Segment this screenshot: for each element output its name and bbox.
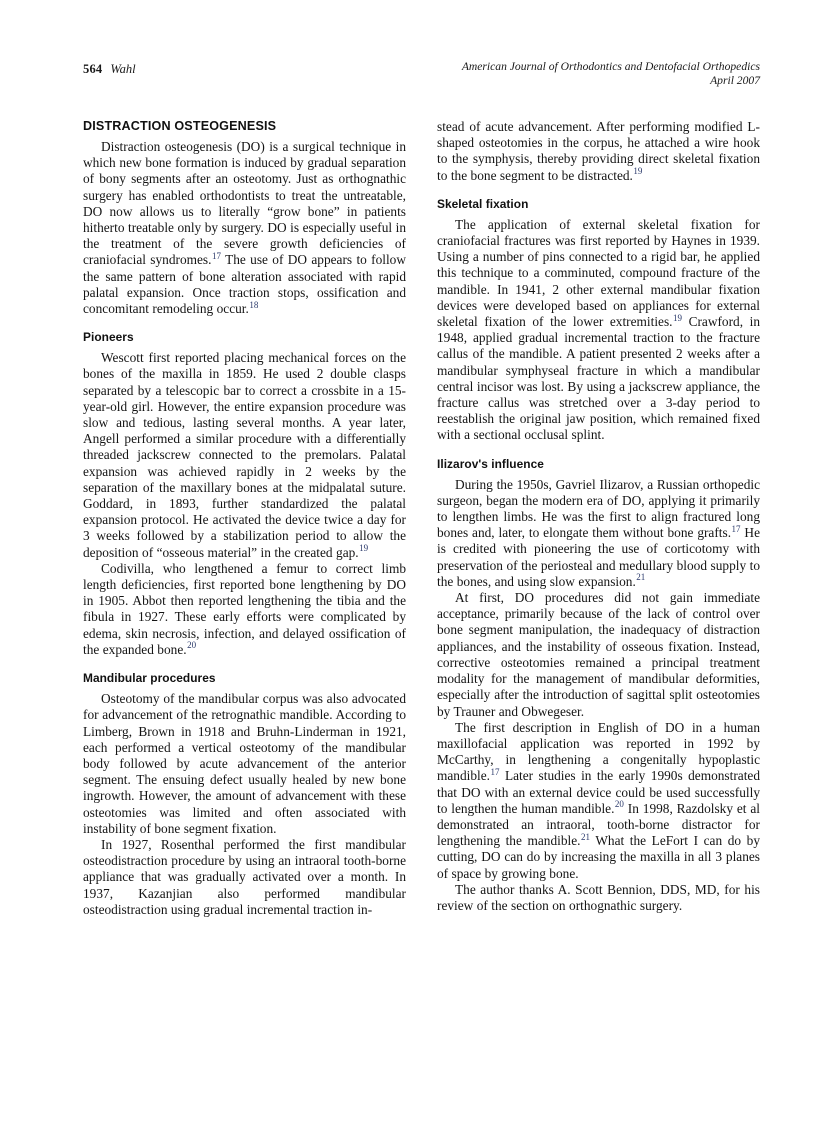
para-text: During the 1950s, Gavriel Ilizarov, a Russian orthopedic surgeon, began the modern era of DO, applying it primarily to lengthen limbs. He was the first to align fractured long bones and, later, to elongate them without bone grafts. bbox=[437, 476, 760, 541]
reference-marker[interactable]: 17 bbox=[731, 523, 741, 534]
paragraph-do-acceptance: At first, DO procedures did not gain immediate acceptance, primarily because of the lack of control over bone segment manipulation, the inadequacy of distraction appliances, and the instability of osseous fixation. Instead, corrective osteotomies remained a principal treatment modality for the management of mandibular deformities, especially after the introduction of sagittal split osteotomies by Trauner and Obwegeser. bbox=[437, 590, 760, 719]
subheading-skeletal-fixation: Skeletal fixation bbox=[437, 196, 529, 211]
section-heading-distraction-osteogenesis: DISTRACTION OSTEOGENESIS bbox=[83, 119, 277, 133]
journal-title: American Journal of Orthodontics and Dentofacial Orthopedics bbox=[461, 60, 760, 73]
para-text: Wescott first reported placing mechanical forces on the bones of the maxilla in 1859. He used 2 double clasps separated by a telescopic bar to correct a crossbite in a 15-year-old girl. However, the entire expansion procedure was slow and tedious, lasting several months. A year later, Angell performed a similar procedure with a differentially threaded jackscrew connected to the premolars. Palatal expansion was achieved rapidly in 2 weeks by the separation of the maxillary bones at the midpalatal suture. Goddard, in 1893, further standardized the palatal expansion protocol. He activated the device twice a day for 3 weeks followed by a stabilization period to allow the deposition of “osseous material” in the created gap. bbox=[83, 350, 406, 560]
paragraph-wescott-history bbox=[83, 350, 406, 561]
subheading-pioneers: Pioneers bbox=[83, 330, 134, 345]
reference-marker[interactable]: 21 bbox=[636, 572, 646, 583]
paragraph-codivilla bbox=[83, 561, 406, 658]
paragraph-acknowledgment: The author thanks A. Scott Bennion, DDS, MD, for his review of the section on orthognathic surgery. bbox=[437, 881, 760, 913]
subheading-ilizarov-influence: Ilizarov's influence bbox=[437, 456, 544, 471]
column-right bbox=[437, 119, 760, 914]
para-text: The first description in English of DO in a human maxillofacial application was reported in 1992 by McCarthy, in lengthening a congenitally hypoplastic mandible. bbox=[437, 719, 760, 784]
reference-marker[interactable]: 17 bbox=[211, 250, 221, 261]
paragraph-do-definition bbox=[83, 139, 406, 317]
reference-marker[interactable]: 19 bbox=[673, 312, 683, 323]
page-number: 564 bbox=[83, 62, 103, 76]
paragraph-skeletal-fixation-history bbox=[437, 217, 760, 444]
paragraph-rosenthal: In 1927, Rosenthal performed the first mandibular osteodistraction procedure by using an intraoral tooth-borne appliance that was gradually activated over a month. In 1937, Kazanjian also performed mandibular osteodistraction using gradual incremental traction in- bbox=[83, 836, 406, 917]
paragraph-ilizarov bbox=[437, 477, 760, 590]
paragraph-continued-kazanjian bbox=[437, 119, 760, 184]
reference-marker[interactable]: 20 bbox=[187, 640, 197, 651]
reference-marker[interactable]: 19 bbox=[633, 166, 643, 177]
subheading-mandibular-procedures: Mandibular procedures bbox=[83, 671, 216, 686]
para-text: Codivilla, who lengthened a femur to correct limb length deficiencies, first reported bone lengthening by DO in 1905. Abbot then reported lengthening the tibia and the fibula in 1927. These early efforts were complicated by edema, skin necrosis, infection, and delayed ossification of the expanded bone. bbox=[83, 560, 406, 657]
para-text: Crawford, in 1948, applied gradual incremental traction to the fracture callus of the mandible. A patient presented 2 weeks after a mandibular symphyseal fracture in which a mandibular central incisor was lost. By using a jackscrew appliance, the fracture callus was stretched over a 3-day period to reestablish the original jaw position, which remained fixed with a sectional occlusal splint. bbox=[437, 314, 760, 443]
running-head-author: Wahl bbox=[110, 62, 136, 76]
para-text: What the LeFort I can do by cutting, DO can do by increasing the maxilla in all 3 planes of space by growing bone. bbox=[437, 833, 760, 881]
running-head-left bbox=[83, 60, 136, 78]
para-text: Distraction osteogenesis (DO) is a surgical technique in which new bone formation is induced by gradual separation of bony segments after an osteotomy. Just as orthognathic surgery has enabled orthodontists to treat the untreatable, DO now allows us to literally “grow bone” in patients hitherto treatable only by surgery. DO is especially useful in the treatment of the severe growth deficiencies of craniofacial syndromes. bbox=[83, 139, 406, 268]
para-text: Later studies in the early 1990s demonstrated that DO with an external device could be used successfully to lengthen the human mandible. bbox=[437, 768, 760, 816]
running-head-journal bbox=[462, 60, 760, 89]
paragraph-osteotomy-corpus: Osteotomy of the mandibular corpus was also advocated for advancement of the retrognathic mandible. According to Limberg, Brown in 1918 and Bruhn-Linderman in 1921, each performed a vertical osteotomy of the mandibular body followed by acute advancement of the anterior segment. The ensuing defect usually healed by new bone ingrowth. However, the amount of advancement with these osteotomies was limited and often associated with instability of bone segment fixation. bbox=[83, 691, 406, 836]
para-text: stead of acute advancement. After performing modified L-shaped osteotomies in the corpus, he attached a wire hook to the symphysis, thereby providing direct skeletal fixation to the bone segment to be distracted. bbox=[437, 119, 760, 183]
journal-issue-date: April 2007 bbox=[710, 74, 760, 88]
para-text: He is credited with pioneering the use of corticotomy with preservation of the periosteal and medullary blood supply to the bones, and using slow expansion. bbox=[437, 525, 760, 589]
reference-marker[interactable]: 20 bbox=[614, 799, 624, 810]
reference-marker[interactable]: 21 bbox=[580, 831, 590, 842]
reference-marker[interactable]: 17 bbox=[490, 766, 500, 777]
reference-marker[interactable]: 18 bbox=[249, 299, 259, 310]
column-left bbox=[83, 119, 406, 918]
para-text: In 1998, Razdolsky et al demonstrated an intraoral, tooth-borne distractor for lengthening the mandible. bbox=[437, 800, 760, 849]
running-head bbox=[83, 60, 760, 100]
paragraph-mccarthy-english-description bbox=[437, 720, 760, 882]
reference-marker[interactable]: 19 bbox=[359, 543, 369, 554]
para-text: The use of DO appears to follow the same pattern of bone alteration associated with rapid palatal expansion. Once traction stops, ossification and concomitant remodeling occur. bbox=[83, 252, 406, 317]
para-text: The application of external skeletal fixation for craniofacial fractures was first reported by Haynes in 1939. Using a number of pins connected to a rigid bar, he applied this technique to a comminuted, compound fracture of the mandible. In 1941, 2 other external mandibular fixation devices were developed based on appliances for external skeletal fixation of the lower extremities. bbox=[437, 216, 760, 330]
